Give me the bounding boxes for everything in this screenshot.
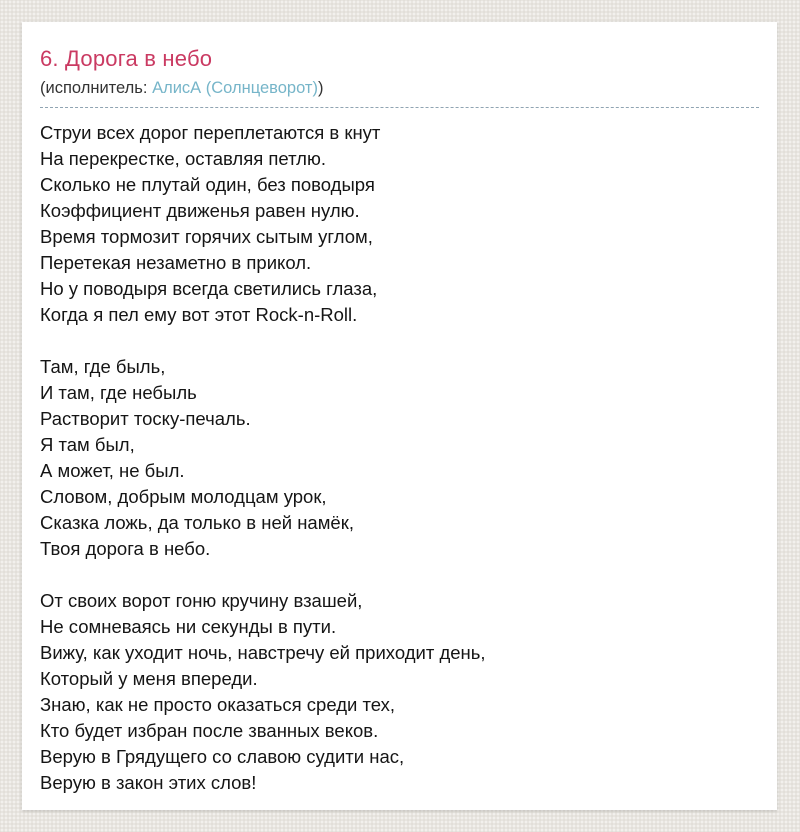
stanza — [40, 354, 759, 562]
lyrics-text — [40, 120, 759, 796]
lyric-line: Кто будет избран после званных веков. — [40, 720, 379, 741]
lyric-line: Я там был, — [40, 434, 135, 455]
song-title: 6. Дорога в небо — [40, 46, 213, 71]
lyric-line: От своих ворот гоню кручину взашей, — [40, 590, 363, 611]
lyric-line: Сколько не плутай один, без поводыря — [40, 174, 375, 195]
artist-line — [40, 79, 759, 108]
stanza — [40, 588, 759, 796]
lyric-line: Сказка ложь, да только в ней намёк, — [40, 512, 354, 533]
lyric-line: На перекрестке, оставляя петлю. — [40, 148, 326, 169]
lyric-line: Вижу, как уходит ночь, навстречу ей приходит день, — [40, 642, 486, 663]
lyric-line: Твоя дорога в небо. — [40, 538, 211, 559]
artist-line-prefix: (исполнитель: — [40, 79, 153, 97]
artist-line-suffix: ) — [317, 79, 324, 97]
lyric-line: Верую в Грядущего со славою судити нас, — [40, 746, 405, 767]
lyric-line: А может, не был. — [40, 460, 185, 481]
artist-link[interactable]: АлисА (Солнцеворот) — [152, 79, 318, 97]
lyric-line: Перетекая незаметно в прикол. — [40, 252, 312, 273]
lyric-line: Когда я пел ему вот этот Rock-n-Roll. — [40, 304, 358, 325]
stanza — [40, 120, 759, 328]
lyric-line: Верую в закон этих слов! — [40, 772, 257, 793]
lyric-line: Знаю, как не просто оказаться среди тех, — [40, 694, 396, 715]
lyrics-card — [22, 22, 777, 810]
lyric-line: Коэффициент движенья равен нулю. — [40, 200, 360, 221]
lyric-line: Растворит тоску-печаль. — [40, 408, 251, 429]
lyric-line: Словом, добрым молодцам урок, — [40, 486, 327, 507]
lyric-line: Но у поводыря всегда светились глаза, — [40, 278, 378, 299]
lyric-line: И там, где небыль — [40, 382, 197, 403]
lyric-line: Который у меня впереди. — [40, 668, 258, 689]
lyric-line: Там, где быль, — [40, 356, 166, 377]
lyric-line: Не сомневаясь ни секунды в пути. — [40, 616, 337, 637]
lyric-line: Время тормозит горячих сытым углом, — [40, 226, 373, 247]
lyric-line: Струи всех дорог переплетаются в кнут — [40, 122, 381, 143]
